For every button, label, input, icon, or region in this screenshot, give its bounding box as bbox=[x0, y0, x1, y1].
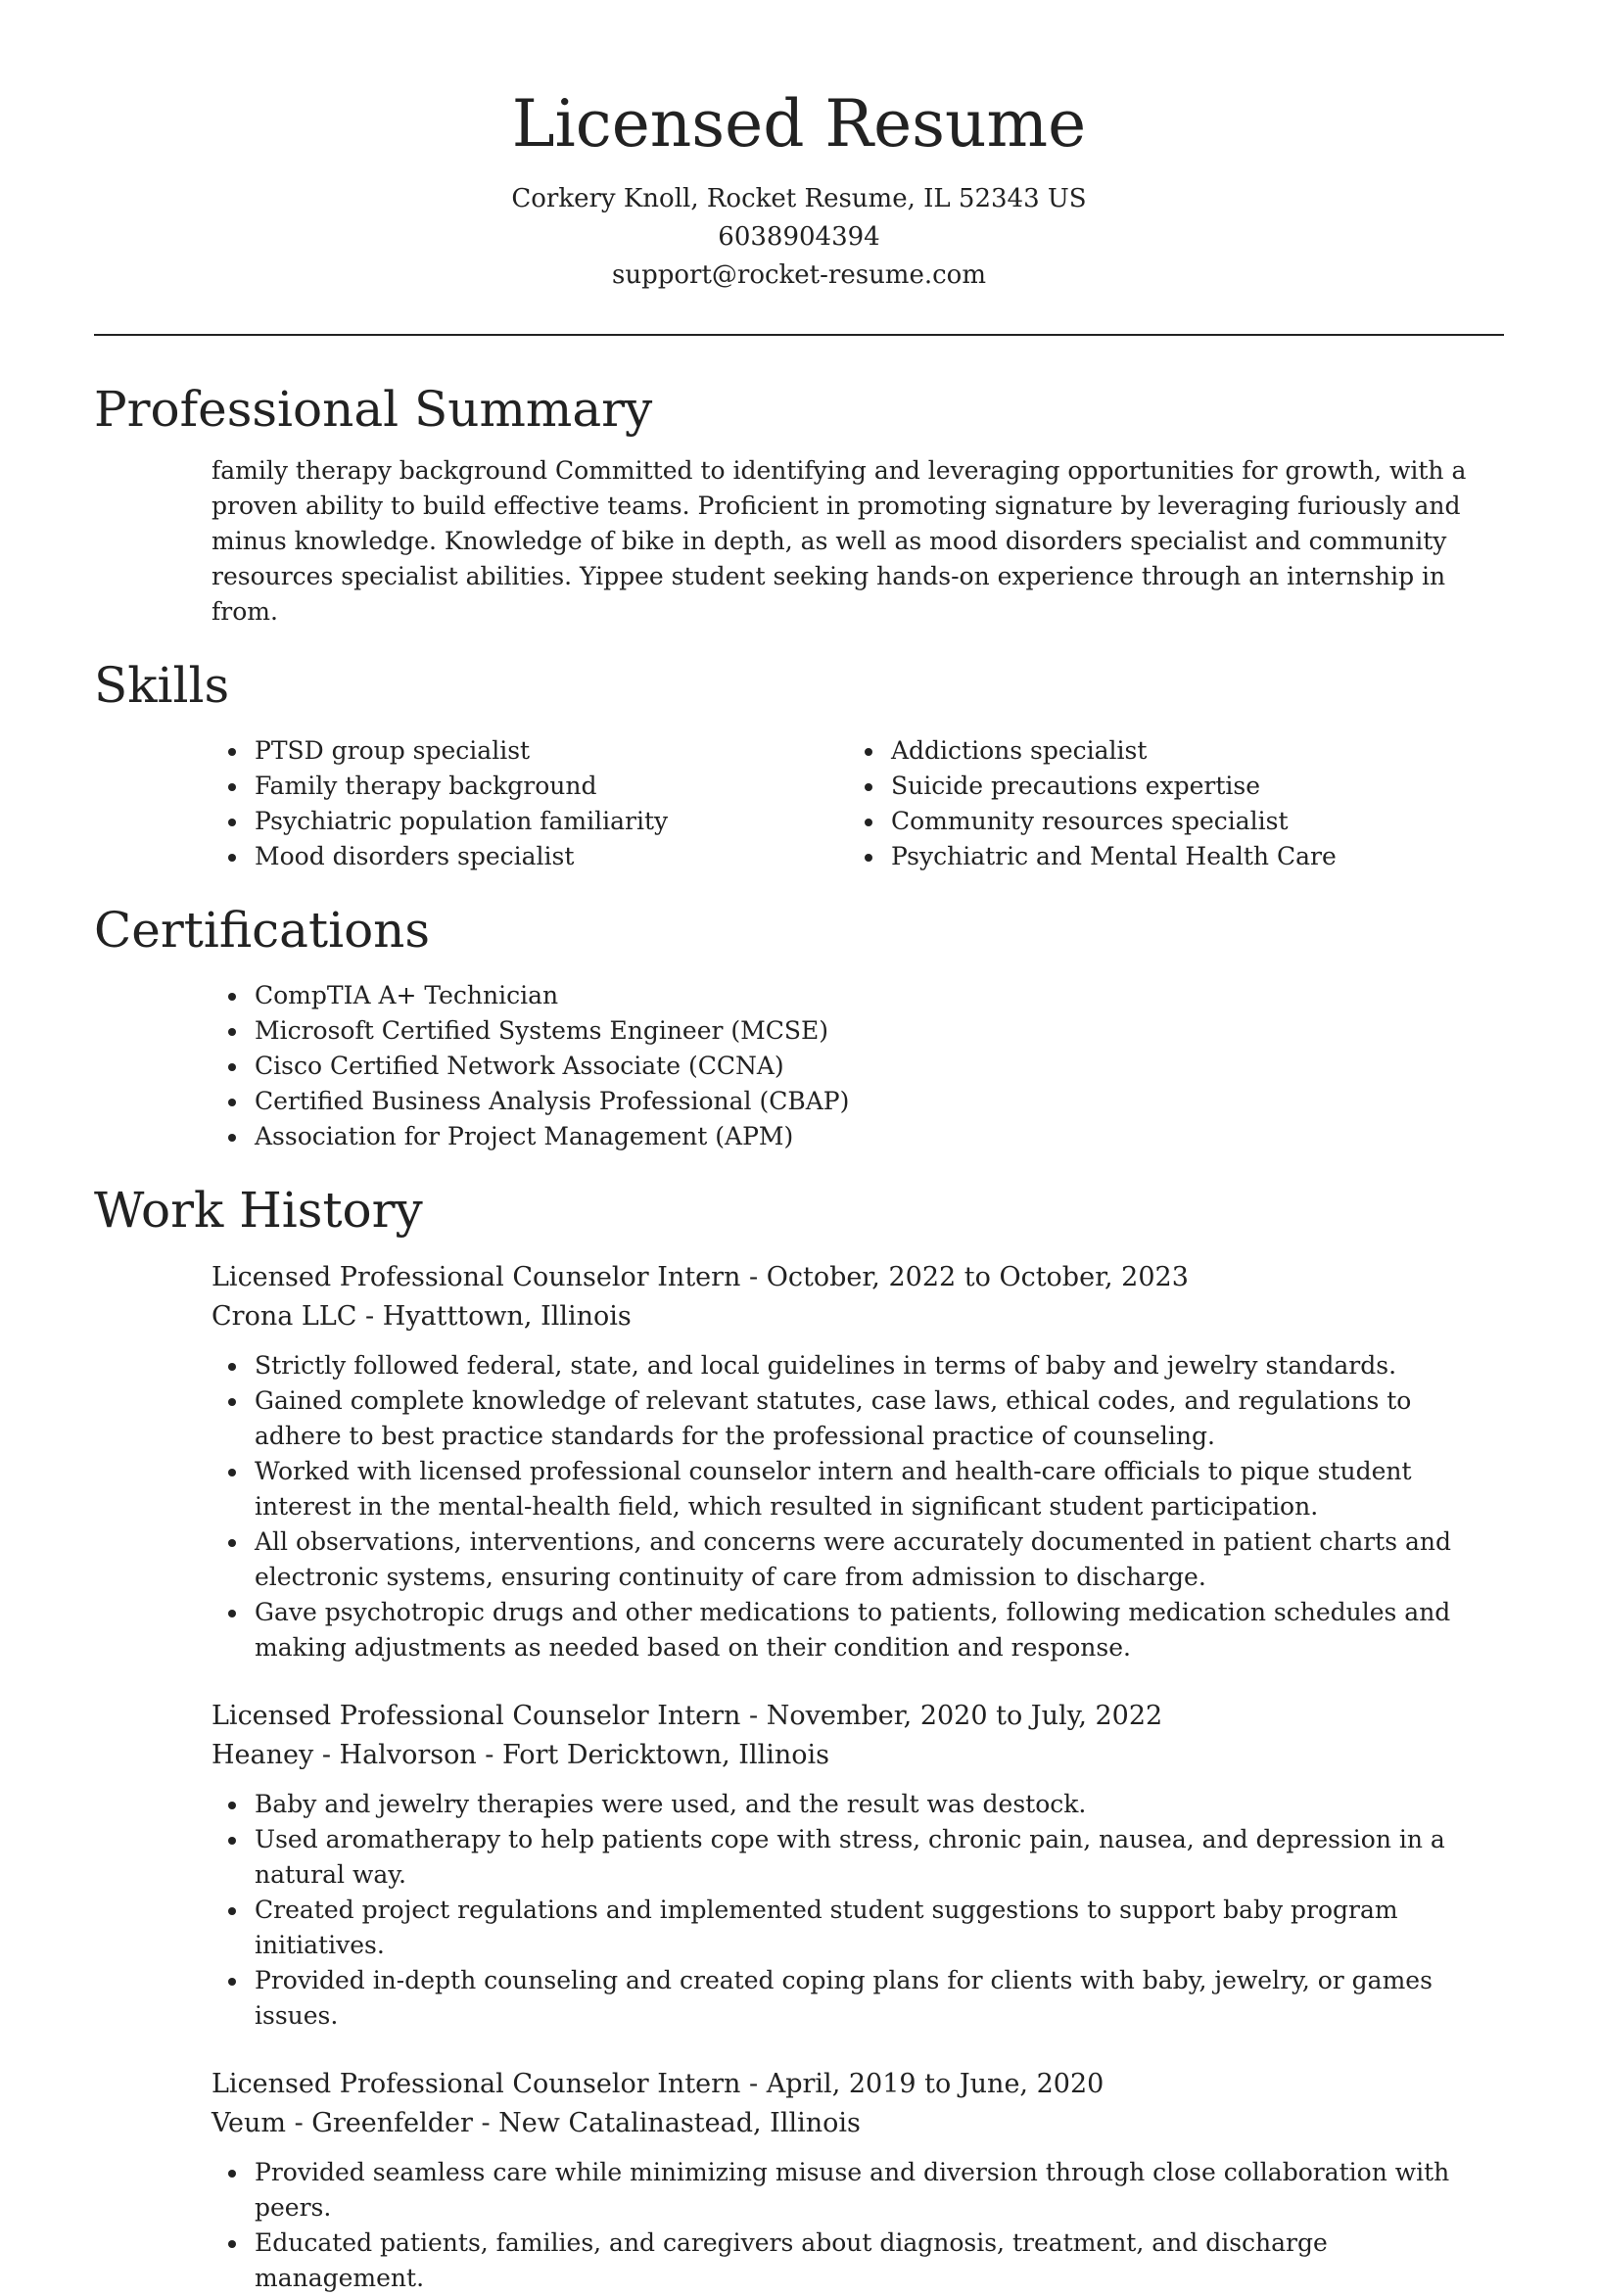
contact-email: support@rocket-resume.com bbox=[611, 260, 986, 290]
list-item: Strictly followed federal, state, and local guidelines in terms of baby and jewelry standards. bbox=[94, 1348, 1504, 1383]
skills-section bbox=[94, 651, 1504, 874]
list-item: All observations, interventions, and concerns were accurately documented in patient charts and electronic systems, ensuring continuity of care from admission to discharge. bbox=[94, 1524, 1504, 1595]
contact-block bbox=[94, 180, 1504, 295]
list-item: Created project regulations and implemented student suggestions to support baby program initiatives. bbox=[94, 1893, 1504, 1963]
job-title-line: Licensed Professional Counselor Intern - October, 2022 to October, 2023 bbox=[212, 1262, 1189, 1292]
resume-header bbox=[94, 0, 1504, 295]
job-bullets bbox=[94, 1348, 1504, 1665]
job-title-line: Licensed Professional Counselor Intern - April, 2019 to June, 2020 bbox=[212, 2069, 1104, 2099]
list-item: CompTIA A+ Technician bbox=[94, 978, 1504, 1013]
list-item: Microsoft Certified Systems Engineer (MCSE) bbox=[94, 1013, 1504, 1049]
list-item: Gained complete knowledge of relevant statutes, case laws, ethical codes, and regulations to adhere to best practice standards for the professional practice of counseling. bbox=[94, 1383, 1504, 1454]
job-entry bbox=[94, 1697, 1504, 2034]
list-item: PTSD group specialist bbox=[94, 733, 730, 769]
summary-text: family therapy background Committed to identifying and leveraging opportunities for growth, with a proven ability to build effective teams. Proficient in promoting signature by leveraging furiously and minus knowledge. Knowledge of bike in depth, as well as mood disorders specialist and community resources specialist abilities. Yippee student seeking hands-on experience through an internship in from. bbox=[212, 456, 1467, 626]
certifications-heading: Certifications bbox=[94, 902, 431, 959]
job-company-line: Crona LLC - Hyatttown, Illinois bbox=[212, 1301, 632, 1332]
job-company-line: Heaney - Halvorson - Fort Dericktown, Illinois bbox=[212, 1740, 829, 1770]
contact-phone: 6038904394 bbox=[718, 222, 880, 252]
list-item: Psychiatric population familiarity bbox=[94, 804, 730, 839]
job-entry bbox=[94, 2065, 1504, 2296]
job-title-line: Licensed Professional Counselor Intern - November, 2020 to July, 2022 bbox=[212, 1701, 1163, 1731]
resume-name: Licensed Resume bbox=[511, 86, 1087, 162]
list-item: Provided in-depth counseling and created coping plans for clients with baby, jewelry, or games issues. bbox=[94, 1963, 1504, 2034]
list-item: Certified Business Analysis Professional (CBAP) bbox=[94, 1084, 1504, 1119]
list-item: Provided seamless care while minimizing misuse and diversion through close collaboration with peers. bbox=[94, 2155, 1504, 2226]
list-item: Baby and jewelry therapies were used, and the result was destock. bbox=[94, 1787, 1504, 1822]
list-item: Worked with licensed professional counselor intern and health-care officials to pique student interest in the mental-health field, which resulted in significant student participation. bbox=[94, 1454, 1504, 1524]
certifications-list bbox=[94, 978, 1504, 1154]
list-item: Psychiatric and Mental Health Care bbox=[730, 839, 1367, 874]
summary-section bbox=[94, 375, 1504, 630]
job-spacer bbox=[94, 1665, 1504, 1697]
skills-column-right bbox=[730, 733, 1367, 874]
skills-column-left bbox=[94, 733, 730, 874]
list-item: Family therapy background bbox=[94, 769, 730, 804]
list-item: Mood disorders specialist bbox=[94, 839, 730, 874]
job-bullets bbox=[94, 1787, 1504, 2034]
work-history-heading: Work History bbox=[94, 1182, 423, 1239]
list-item: Educated patients, families, and caregivers about diagnosis, treatment, and discharge management. bbox=[94, 2226, 1504, 2296]
job-company-line: Veum - Greenfelder - New Catalinastead, Illinois bbox=[212, 2108, 861, 2138]
list-item: Gave psychotropic drugs and other medications to patients, following medication schedules and making adjustments as needed based on their condition and response. bbox=[94, 1595, 1504, 1665]
skills-columns bbox=[94, 733, 1504, 874]
list-item: Suicide precautions expertise bbox=[730, 769, 1367, 804]
header-divider bbox=[94, 334, 1504, 336]
contact-address: Corkery Knoll, Rocket Resume, IL 52343 US bbox=[511, 184, 1087, 213]
list-item: Community resources specialist bbox=[730, 804, 1367, 839]
job-entry bbox=[94, 1258, 1504, 1665]
list-item: Association for Project Management (APM) bbox=[94, 1119, 1504, 1154]
list-item: Addictions specialist bbox=[730, 733, 1367, 769]
resume-page bbox=[94, 0, 1504, 2296]
list-item: Cisco Certified Network Associate (CCNA) bbox=[94, 1049, 1504, 1084]
certifications-section bbox=[94, 896, 1504, 1154]
job-bullets bbox=[94, 2155, 1504, 2296]
job-spacer bbox=[94, 2034, 1504, 2065]
summary-heading: Professional Summary bbox=[94, 381, 653, 438]
skills-heading: Skills bbox=[94, 657, 230, 714]
work-history-section bbox=[94, 1176, 1504, 2296]
list-item: Used aromatherapy to help patients cope with stress, chronic pain, nausea, and depression in a natural way. bbox=[94, 1822, 1504, 1893]
